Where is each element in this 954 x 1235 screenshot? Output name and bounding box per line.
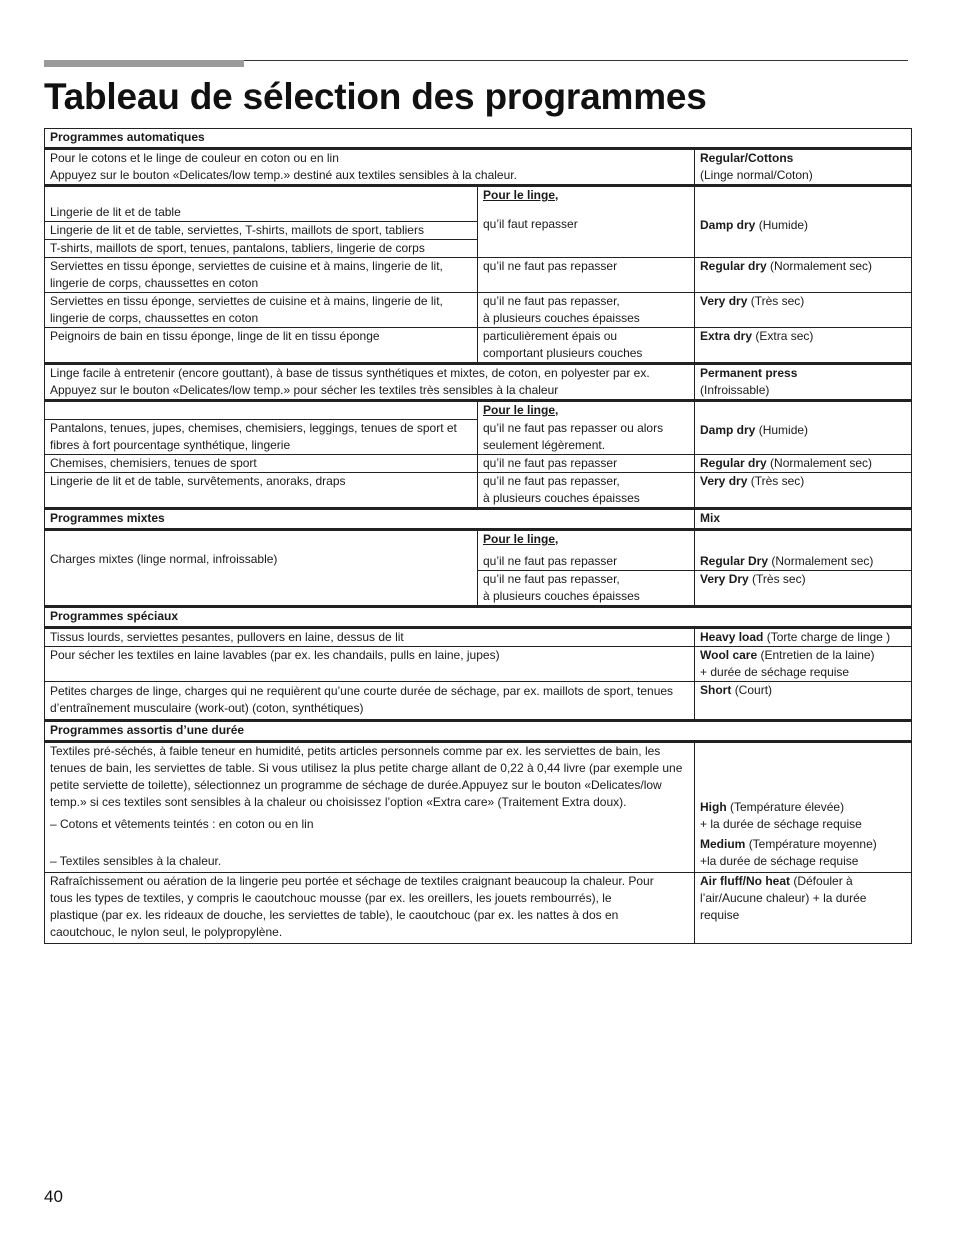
program-desc: (Humide) — [758, 218, 809, 232]
program-desc: (Infroissable) — [700, 383, 770, 397]
section-header-timed — [45, 721, 912, 742]
condition-text: comportant plusieurs couches — [483, 346, 643, 360]
program-name: Air fluff/No heat — [700, 874, 790, 888]
condition-text: qu’il faut repasser — [483, 217, 578, 231]
section-title: Programmes mixtes — [45, 509, 695, 530]
row-text: Serviettes en tissu éponge, serviettes de cuisine et à mains, lingerie de lit, lingerie de corps, chaussettes en coton — [45, 258, 478, 293]
condition-text: seulement légèrement. — [483, 437, 606, 452]
condition-text: qu’il ne faut pas repasser — [483, 554, 618, 568]
table-row — [45, 647, 912, 682]
program-desc: (Très sec) — [752, 572, 806, 586]
row-text: Lingerie de lit et de table, serviettes, T-shirts, maillots de sport, tabliers — [45, 222, 478, 240]
table-row — [45, 873, 912, 944]
table-row — [45, 455, 912, 473]
program-desc: (Normalement sec) — [770, 456, 873, 470]
row-text: Rafraîchissement ou aération de la lingerie peu portée et séchage de textiles craignant beaucoup la chaleur. Pour tous les types de textiles, y compris le caoutchouc mousse (par ex. les oreillers, les jouets rembourrés), le plastique (par ex. les rideaux de douche, les serviettes de table), le caoutchouc (par ex. les nattes à dos en caoutchouc, le nylon seul, le polypropylène. — [45, 873, 695, 944]
program-desc: + durée de séchage requise — [700, 665, 850, 679]
row-text: Petites charges de linge, charges qui ne requièrent qu’une courte durée de séchage, par ex. maillots de sport, tenues d’entraînement musculaire (work-out) (coton, synthétiques) — [45, 682, 695, 721]
program-name: Regular Dry — [700, 554, 769, 568]
page-number: 40 — [44, 1187, 63, 1206]
program-name: Regular dry — [700, 259, 767, 273]
condition-text: qu’il ne faut pas repasser — [478, 455, 695, 473]
program-name: Very dry — [700, 294, 748, 308]
row-text: Textiles pré-séchés, à faible teneur en humidité, petits articles personnels comme par ex. les serviettes de bain, les tenues de bain, les serviettes de table. Si vous utilisez la plus petite charge allant de 0,22 à 0,44 livre (par exemple une petite serviette de toilette), sélectionnez un programme de séchage de durée.Appuyez sur le bouton «Delicates/low temp.» si ces textiles sont sensibles à la chaleur ou choisissez l’option «Extra care» (Traitement Extra doux). — [50, 744, 683, 809]
program-desc: (Court) — [734, 683, 773, 697]
row-text: Charges mixtes (linge normal, infroissable) — [45, 530, 478, 607]
row-text: Pour le cotons et le linge de couleur en coton ou en lin — [50, 151, 339, 165]
row-text: Appuyez sur le bouton «Delicates/low temp.» pour sécher les textiles très sensibles à la chaleur — [50, 383, 559, 397]
table-row — [45, 328, 912, 364]
program-name: Wool care — [700, 648, 758, 662]
condition-text: qu’il ne faut pas repasser ou alors — [483, 420, 664, 435]
program-name: Regular/Cottons — [700, 151, 794, 165]
row-text: Lingerie de lit et de table — [50, 205, 181, 219]
program-desc: (Normalement sec) — [771, 554, 874, 568]
page-title: Tableau de sélection des programmes — [44, 76, 707, 117]
section-title: Programmes automatiques — [45, 129, 912, 149]
program-desc: +la durée de séchage requise — [700, 854, 859, 868]
condition-text: qu’il ne faut pas repasser — [478, 258, 695, 293]
table-row — [45, 258, 912, 293]
program-desc: (Normalement sec) — [770, 259, 873, 273]
section-title: Programmes spéciaux — [45, 607, 912, 628]
program-desc: (Très sec) — [750, 474, 805, 488]
table-row — [45, 293, 912, 328]
program-name: Regular dry — [700, 456, 767, 470]
program-name: High — [700, 800, 727, 814]
table-row — [45, 742, 912, 873]
program-name: Very dry — [700, 474, 748, 488]
program-name: Medium — [700, 837, 746, 851]
row-text: T-shirts, maillots de sport, tenues, pantalons, tabliers, lingerie de corps — [45, 240, 478, 258]
row-text: Linge facile à entretenir (encore gouttant), à base de tissus synthétiques et mixtes, de coton, en polyester par ex. — [50, 366, 650, 380]
header-rule-thick — [44, 60, 244, 67]
row-text: Pantalons, tenues, jupes, chemises, chemisiers, leggings, tenues de sport et fibres à fort pourcentage synthétique, lingerie — [45, 420, 478, 455]
program-desc: (Humide) — [758, 423, 809, 437]
pour-le-linge-label: Pour le linge, — [483, 532, 559, 546]
table-row — [45, 149, 912, 186]
section-header-special — [45, 607, 912, 628]
program-name: Mix — [695, 509, 912, 530]
table-row — [45, 628, 912, 647]
program-desc: (Température élevée) — [730, 800, 845, 814]
table-row — [45, 530, 912, 571]
condition-text: à plusieurs couches épaisses — [483, 491, 640, 505]
pour-le-linge-label: Pour le linge, — [483, 188, 559, 202]
program-desc: (Torte charge de linge ) — [766, 630, 891, 644]
program-name: Very Dry — [700, 572, 749, 586]
list-item: – Textiles sensibles à la chaleur. — [50, 854, 222, 868]
program-table — [44, 128, 912, 944]
section-header-mixed — [45, 509, 912, 530]
program-desc: (Entretien de la laine) — [760, 648, 875, 662]
program-desc: (Très sec) — [750, 294, 805, 308]
list-item: – Cotons et vêtements teintés : en coton ou en lin — [50, 817, 314, 831]
header-rule-thin — [244, 60, 908, 61]
row-text: Chemises, chemisiers, tenues de sport — [45, 455, 478, 473]
section-title: Programmes assortis d’une durée — [45, 721, 912, 742]
row-text: Appuyez sur le bouton «Delicates/low temp.» destiné aux textiles sensibles à la chaleur. — [50, 168, 517, 182]
table-row — [45, 682, 912, 721]
program-name: Damp dry — [700, 423, 756, 437]
condition-text: à plusieurs couches épaisses — [483, 311, 640, 325]
table-row — [45, 364, 912, 401]
program-desc: + la durée de séchage requise — [700, 817, 862, 831]
condition-text: à plusieurs couches épaisses — [483, 589, 640, 603]
table-row — [45, 186, 912, 222]
row-text: Serviettes en tissu éponge, serviettes de cuisine et à mains, lingerie de lit, lingerie de corps, chaussettes en coton — [45, 293, 478, 328]
program-name: Permanent press — [700, 366, 798, 380]
section-header-auto — [45, 129, 912, 149]
row-text: Peignoirs de bain en tissu éponge, linge de lit en tissu éponge — [45, 328, 478, 364]
pour-le-linge-label: Pour le linge, — [483, 403, 559, 417]
program-desc: (Extra sec) — [755, 329, 814, 343]
row-text: Tissus lourds, serviettes pesantes, pullovers en laine, dessus de lit — [45, 628, 695, 647]
row-text: Lingerie de lit et de table, survêtements, anoraks, draps — [45, 473, 478, 509]
condition-text: particulièrement épais ou — [483, 329, 618, 343]
program-name: Heavy load — [700, 630, 764, 644]
condition-text: qu’il ne faut pas repasser, — [483, 474, 620, 488]
condition-text: qu’il ne faut pas repasser, — [483, 572, 620, 586]
row-text: Pour sécher les textiles en laine lavables (par ex. les chandails, pulls en laine, jupes) — [45, 647, 695, 682]
program-desc: (Linge normal/Coton) — [700, 168, 813, 182]
program-desc: (Température moyenne) — [748, 837, 877, 851]
program-name: Short — [700, 683, 732, 697]
table-row — [45, 473, 912, 509]
table-row — [45, 401, 912, 420]
condition-text: qu’il ne faut pas repasser, — [483, 294, 620, 308]
program-desc: (Défouler à l’air/Aucune chaleur) + la durée requise — [700, 874, 867, 922]
program-name: Damp dry — [700, 218, 756, 232]
program-name: Extra dry — [700, 329, 753, 343]
